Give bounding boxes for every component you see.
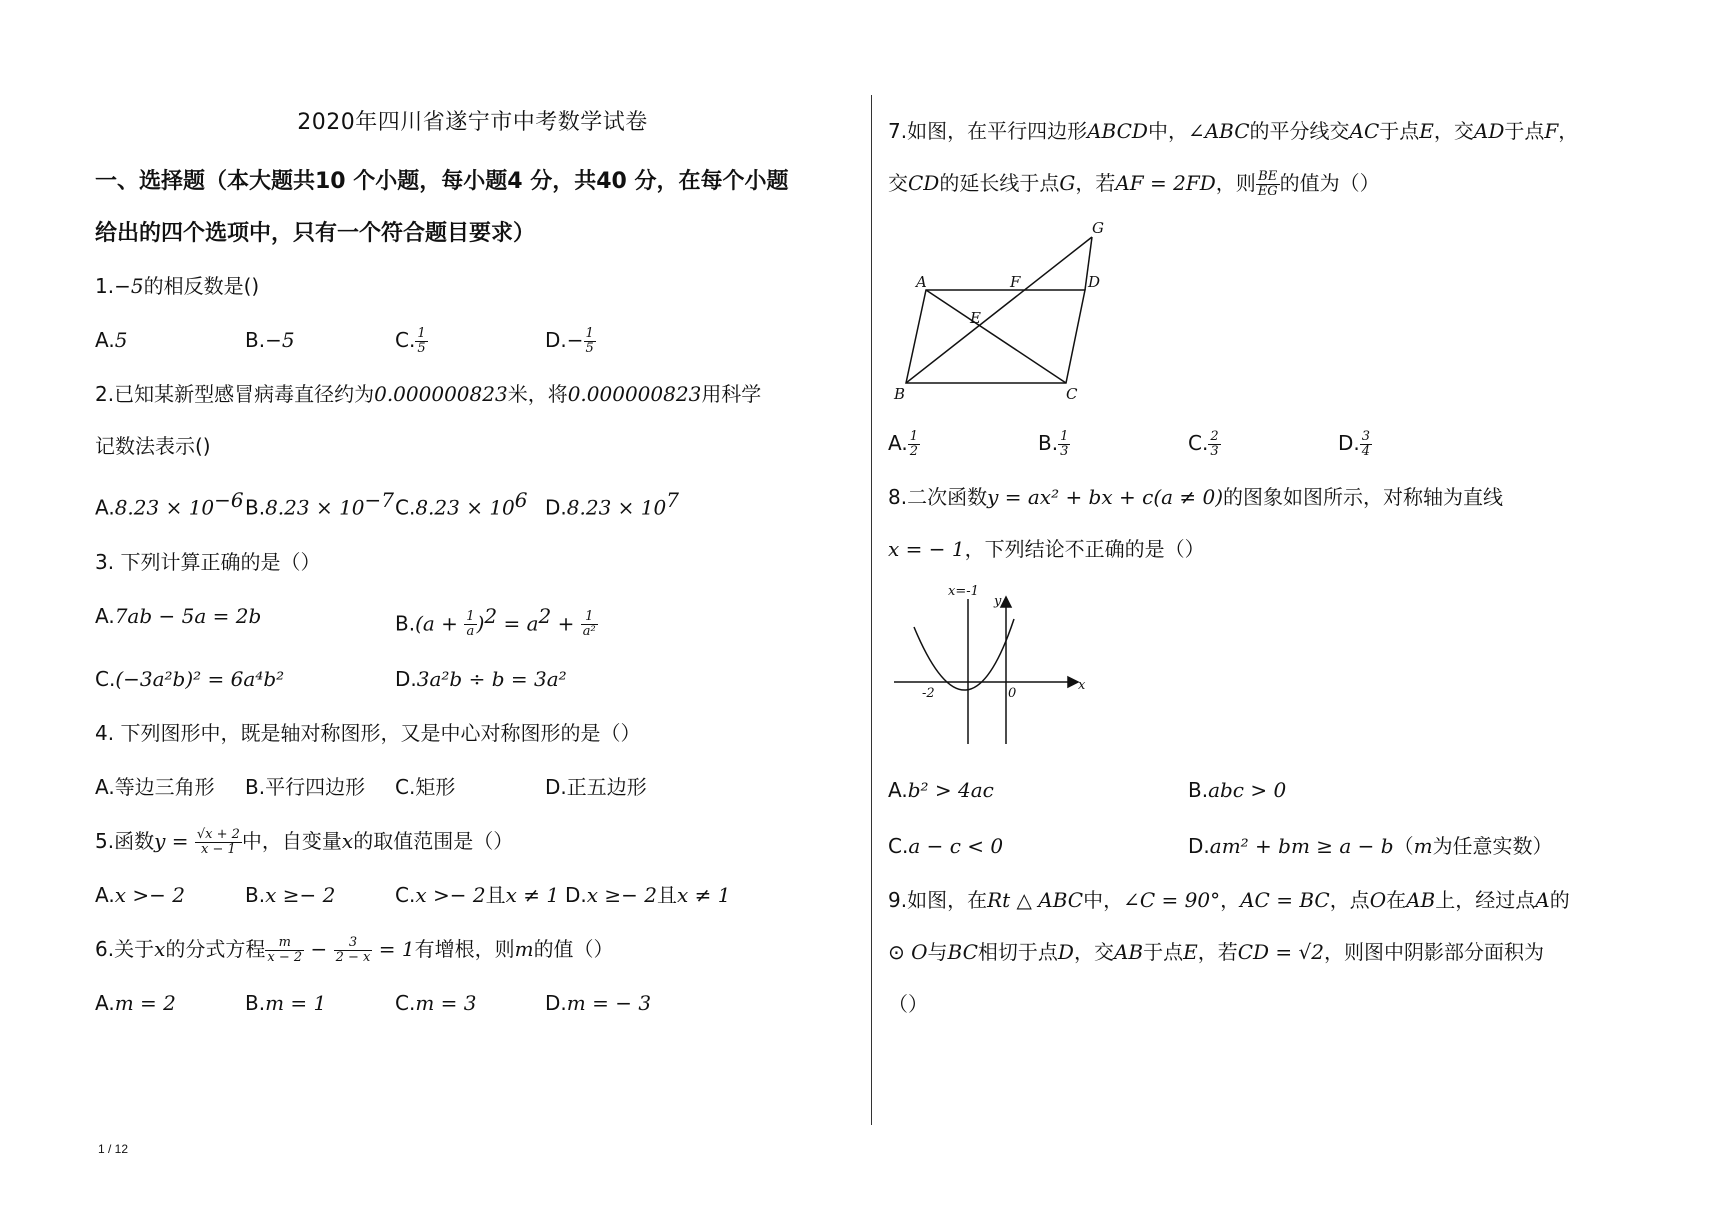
label-a: A <box>916 273 927 291</box>
question-2: 2.已知某新型感冒病毒直径约为0.000000823米，将0.000000823用科学 <box>95 382 762 406</box>
q4-options <box>95 759 850 815</box>
q7-option-b: B. $\frac{1}{3}$ <box>1038 429 1069 459</box>
label-c: C <box>1066 385 1078 403</box>
q5-option-a: A.x >− 2 <box>95 883 185 908</box>
q2-options <box>95 472 850 536</box>
q7-option-c: C. $\frac{2}{3}$ <box>1188 429 1219 459</box>
q2-option-d: $D.8.23 \times 10^7$ <box>545 488 679 520</box>
q6-options <box>95 975 850 1031</box>
q3-option-b: B.(a + $\frac{1}{a}$ )$^2 = a^2$ + $\frac{1}{\text{a²}}$ <box>395 603 596 640</box>
q4-option-b: B.平行四边形 <box>245 775 366 800</box>
q1-option-d: D.− $\frac{1}{5}$ <box>545 326 594 356</box>
q1-option-c: C. $\frac{1}{5}$ <box>395 326 426 356</box>
q8-options-row1 <box>888 762 1688 818</box>
y-axis-arrow <box>1001 597 1011 607</box>
q1-option-b: B.−5 <box>245 328 295 352</box>
q5-option-b: B.x ≥− 2 <box>245 883 336 908</box>
question-4: 4. 下列图形中，既是轴对称图形，又是中心对称图形的是（） <box>95 721 641 746</box>
question-1 <box>95 260 850 312</box>
q1-expr: −5 <box>114 274 144 298</box>
parallelogram-figure <box>888 215 1118 405</box>
q4-option-c: C.矩形 <box>395 775 456 800</box>
q6-option-c: C.m = 3 <box>395 991 477 1016</box>
label-g: G <box>1092 219 1104 237</box>
question-9-line2: ⊙ O与BC相切于点D，交AB于点E，若CD = √2，则图中阴影部分面积为 <box>888 940 1544 964</box>
question-7-line2: 交CD的延长线于点G，若AF = 2FD，则 $\frac{BE}{EG}$ 的值为（） <box>888 169 1380 199</box>
left-column <box>95 105 850 1031</box>
question-7: 7.如图，在平行四边形ABCD中，∠ABC的平分线交AC于点E，交AD于点F， <box>888 119 1579 143</box>
question-3: 3. 下列计算正确的是（） <box>95 549 321 574</box>
q8-option-b: B.abc > 0 <box>1188 778 1287 802</box>
q5-option-c: C.x >− 2且x ≠ 1 <box>395 883 560 908</box>
q3-option-c: C.(−3a²b)² = 6a⁴b² <box>95 667 285 692</box>
q1-option-a: A.5 <box>95 328 128 352</box>
label-symmetry-axis: x=-1 <box>948 584 979 599</box>
q8-option-c: C.a − c < 0 <box>888 834 1004 858</box>
page-number: 1 / 12 <box>98 1142 129 1156</box>
x-axis-arrow <box>1068 677 1078 687</box>
right-column <box>888 105 1688 1030</box>
q5-option-d: D.x ≥− 2且x ≠ 1 <box>565 883 731 908</box>
q7-option-a: A. $\frac{1}{2}$ <box>888 429 918 459</box>
label-origin: 0 <box>1008 686 1017 701</box>
parabola-figure <box>888 579 1088 754</box>
label-neg2: -2 <box>922 686 935 701</box>
page-title: 2020年四川省遂宁市中考数学试卷 <box>297 110 648 135</box>
q3-option-a: A.7ab − 5a = 2b <box>95 603 262 628</box>
q2-option-c: $C.8.23 \times 10^6$ <box>395 488 528 520</box>
parabola-curve <box>914 619 1014 690</box>
diagonal-ac <box>926 290 1066 383</box>
q6-option-d: D.m = − 3 <box>545 991 652 1016</box>
bisector-bg <box>906 237 1092 383</box>
column-divider <box>871 95 872 1125</box>
label-e: E <box>970 309 981 327</box>
label-d: D <box>1088 273 1101 291</box>
section-heading-line2: 给出的四个选项中，只有一个符合题目要求） <box>95 221 536 246</box>
q3-options-row1 <box>95 588 850 652</box>
q1-stem: 的相反数是() <box>143 274 260 298</box>
label-x: x <box>1078 678 1086 693</box>
q8-options-row2 <box>888 818 1688 874</box>
question-8-line2: x = − 1，下列结论不正确的是（） <box>888 537 1205 561</box>
q5-options <box>95 867 850 923</box>
q1-options <box>95 312 850 368</box>
question-5: 5.函数y = $\frac{√x + 2}{x - 1}$ 中，自变量x的取值范围是（） <box>95 827 514 858</box>
question-9-line3: （） <box>888 992 928 1016</box>
q6-option-b: B.m = 1 <box>245 991 327 1016</box>
q2-option-a: $A.8.23 \times 10^{-6}$ <box>95 488 244 520</box>
q2-option-b: $B.8.23 \times 10^{-7}$ <box>245 488 395 520</box>
section-heading-line1: 一、选择题（本大题共10 个小题，每小题4 分，共40 分，在每个小题 <box>95 169 789 194</box>
q3-options-row2 <box>95 651 850 707</box>
label-b: B <box>894 385 906 403</box>
label-f: F <box>1010 273 1021 291</box>
label-y: y <box>994 594 1002 609</box>
question-2-line2: 记数法表示() <box>95 434 211 458</box>
q4-option-a: A.等边三角形 <box>95 775 215 800</box>
question-9: 9.如图，在Rt △ ABC中，∠C = 90°，AC = BC，点O在AB上，经过点A的 <box>888 888 1570 912</box>
q7-options <box>888 415 1688 471</box>
q8-option-a: A.b² > 4ac <box>888 778 994 802</box>
q4-option-d: D.正五边形 <box>545 775 647 800</box>
q7-option-d: D. $\frac{3}{4}$ <box>1338 429 1371 459</box>
q1-number: 1. <box>95 274 115 298</box>
q3-option-d: D.3a²b ÷ b = 3a² <box>395 667 567 692</box>
question-6: 6.关于x的分式方程 $\frac{m}{x - 2}$ − $\frac{3}{2 - x}$ = 1有增根，则m的值（） <box>95 935 614 966</box>
q8-option-d: D.am² + bm ≥ a − b（m为任意实数） <box>1188 834 1553 858</box>
q6-option-a: A.m = 2 <box>95 991 176 1016</box>
question-8: 8.二次函数y = ax² + bx + c(a ≠ 0)的图象如图所示，对称轴为直线 <box>888 485 1504 509</box>
